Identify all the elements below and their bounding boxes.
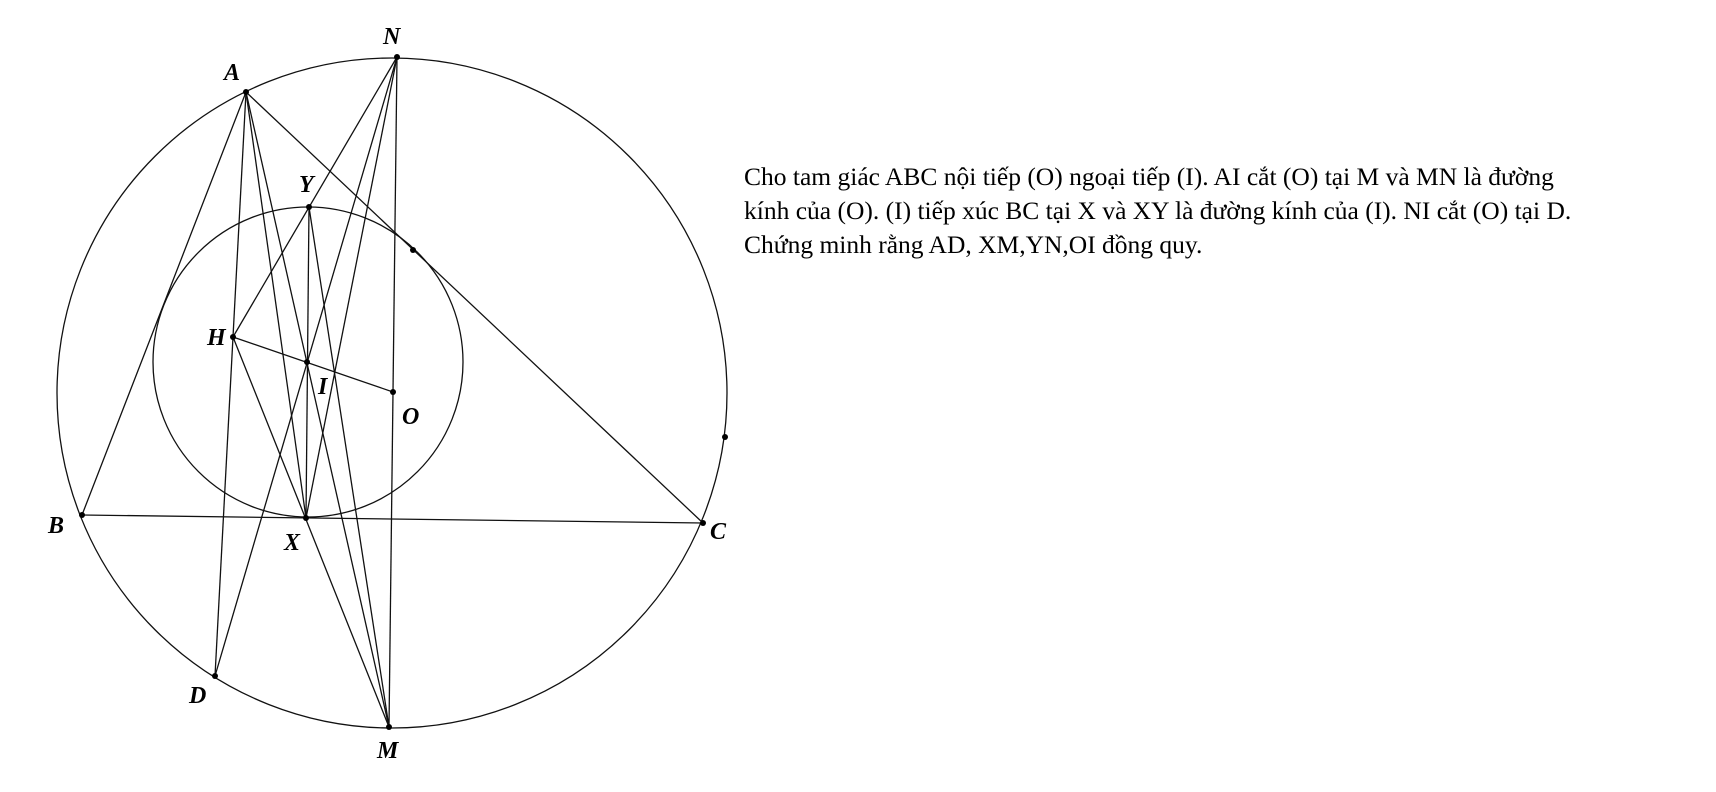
point-D — [212, 673, 218, 679]
segment-AB — [82, 92, 246, 515]
label-I: I — [318, 374, 328, 400]
label-O: O — [402, 404, 420, 430]
segment-NX — [306, 57, 397, 518]
point-O — [390, 389, 396, 395]
label-Y: Y — [299, 172, 314, 198]
problem-statement — [744, 160, 1716, 262]
label-H: H — [207, 325, 226, 351]
segment-HM — [233, 337, 389, 727]
segment-CA — [246, 92, 703, 523]
problem-line-1: Cho tam giác ABC nội tiếp (O) ngoại tiếp (I). AI cắt (O) tại M và MN là đường — [744, 162, 1554, 191]
point-H — [230, 334, 236, 340]
label-A: A — [224, 60, 241, 86]
point-Y — [306, 204, 312, 210]
label-D: D — [189, 683, 207, 709]
label-N: N — [383, 24, 401, 50]
segment-NH — [233, 57, 397, 337]
label-X: X — [284, 530, 301, 556]
point-C — [700, 520, 706, 526]
label-M: M — [377, 738, 399, 764]
point-X — [303, 515, 309, 521]
point-N — [394, 54, 400, 60]
label-C: C — [710, 519, 727, 545]
geometry-figure — [0, 0, 740, 792]
problem-line-2: kính của (O). (I) tiếp xúc BC tại X và XY là đường kính của (I). NI cắt (O) tại D. — [744, 196, 1572, 225]
segment-AX — [246, 92, 306, 518]
segment-YM — [309, 207, 389, 727]
point-right-arc — [722, 434, 728, 440]
point-I — [304, 359, 310, 365]
segment-AM — [246, 92, 389, 727]
point-M — [386, 724, 392, 730]
label-B: B — [48, 513, 65, 539]
segment-BC — [82, 515, 703, 523]
problem-line-3: Chứng minh rằng AD, XM,YN,OI đồng quy. — [744, 230, 1203, 259]
point-A — [243, 89, 249, 95]
segment-HO — [233, 337, 393, 392]
point-tangent-AC — [410, 247, 416, 253]
point-B — [79, 512, 85, 518]
